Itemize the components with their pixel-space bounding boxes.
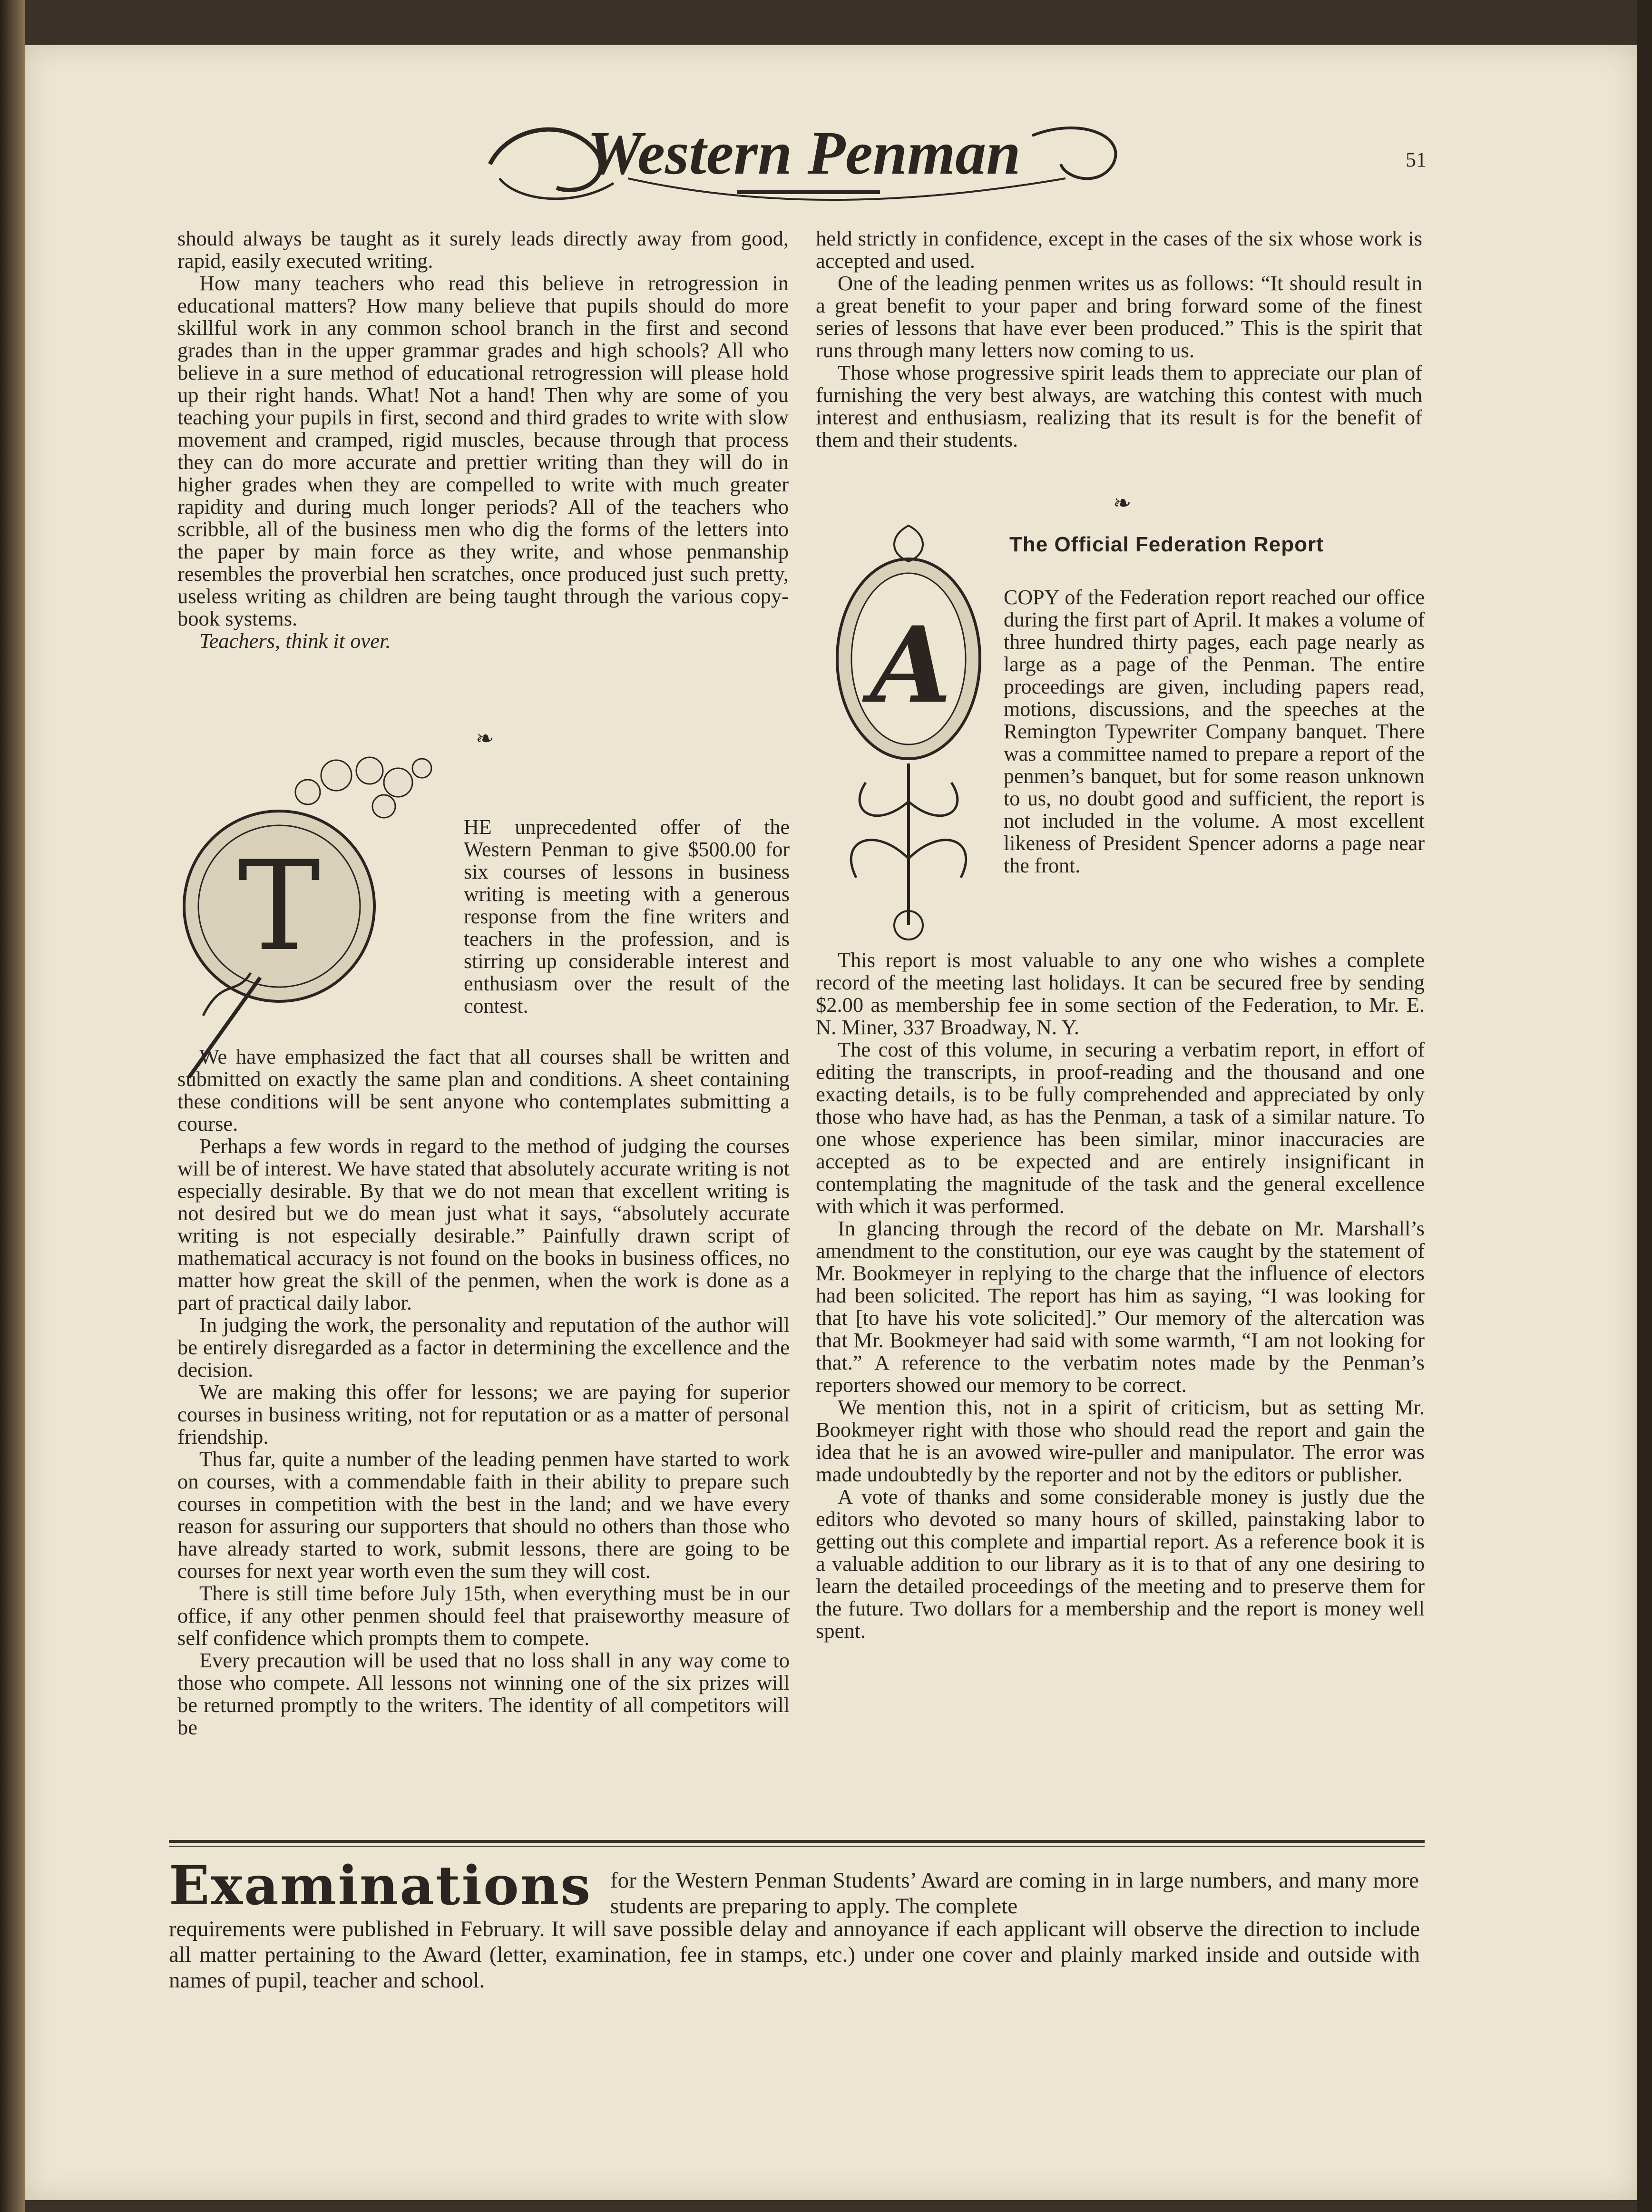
paragraph: Thus far, quite a number of the leading penmen have started to work on courses, with a commendable faith in their ability to prepare such courses in competition with the best in the land; and we have every reason for assuring our supporters that should no others than those who have already started to work, submit lessons, there are going to be courses for next year worth even the sum they will cost. bbox=[177, 1447, 790, 1583]
paragraph: How many teachers who read this believe in retrogression in educational matters? How many believe that pupils should do more skillful work in any common school branch in the first and second grades than in the upper grammar grades and high schools? All who believe in a sure method of educational retrogression will please hold up their right hands. What! Not a hand! Then why are some of you teaching your pupils in first, second and third grades to write with slow movement and cramped, rigid muscles, because through that process they can do more accurate and prettier writing than they will do in higher grades when they are compelled to write with much greater rapidity and during much longer periods? All of the teachers who scribble, all of the business men who dig the forms of the letters into the paper by main force as they write, and whose penmanship resembles the proverbial hen scratches, once produced just such pretty, useless writing as children are being taught through the various copy-book systems. bbox=[177, 271, 789, 630]
divider-rule bbox=[169, 1846, 1425, 1847]
paragraph: In glancing through the record of the debate on Mr. Marshall’s amendment to the constitution, our eye was caught by the statement of Mr. Bookmeyer in replying to the charge that the influence of electors had been solicited. The report has him as saying, “I was looking for that [to have his vote solicited].” Our memory of the altercation was that Mr. Bookmeyer had said with some warmth, “I am not looking for that.” A reference to the verbatim notes made by the Penman’s reporters showed our memory to be correct. bbox=[816, 1216, 1425, 1397]
paragraph: In judging the work, the personality and reputation of the author will be entirely disregarded as a factor in determining the excellence and the decision. bbox=[177, 1313, 790, 1381]
examinations-body: requirements were published in February. It will save possible delay and annoyance if each applicant will observe the direction to include all matter pertaining to the Award (letter, examination, fee in stamps, etc.) under one cover and plainly marked inside and outside with names of pupil, teacher and school. bbox=[169, 1917, 1420, 1993]
paragraph: Every precaution will be used that no loss shall in any way come to those who compete. All lessons not winning one of the six prizes will be returned promptly to the writers. The identity of all competitors will be bbox=[177, 1648, 790, 1739]
decorated-initial-t bbox=[179, 749, 458, 1092]
federation-opening-paragraph: COPY of the Federation report reached our office during the first part of April. It makes a volume of three hundred thirty pages, each page nearly as large as a page of the Penman. The entire proceedings are given, including papers read, motions, discussions, and the speeches at the Remington Typewriter Company banquet. There was a committee named to prepare a report of the penmen’s banquet, but for some reason unknown to us, no doubt good and sufficient, the report is not included in the volume. A most excellent likeness of President Spencer adorns a page near the front. bbox=[1004, 586, 1425, 877]
fleuron-ornament: ❧ bbox=[476, 726, 494, 751]
paragraph: Perhaps a few words in regard to the method of judging the courses will be of interest. We have stated that absolutely accurate writing is not especially desirable. By that we do not mean that excellent writing is not desired but we do mean just what it says, “absolutely accurate writing is not especially desirable.” Painfully drawn script of mathematical accuracy is not found on the books in business offices, no matter how great the skill of the penmen, when the work is done as a part of practical daily labor. bbox=[177, 1134, 790, 1314]
paragraph: held strictly in confidence, except in the cases of the six whose work is accepted and used. bbox=[816, 226, 1422, 273]
paragraph: One of the leading penmen writes us as follows: “It should result in a great benefit to your paper and bring forward some of the finest series of lessons that have ever been produced.” This is the spirit that runs through many letters now coming to us. bbox=[816, 271, 1422, 362]
paragraph: The cost of this volume, in securing a verbatim report, in effort of editing the transcripts, in proof-reading and the thousand and one exacting details, is to be fully comprehended and appreciated by only those who have had, as has the Penman, a task of a similar nature. To one whose experience has been similar, minor inaccuracies are accepted as to be expected and are entirely insignificant in contemplating the magnitude of the task and the general excellence with which it was performed. bbox=[816, 1037, 1425, 1218]
t-initial-paragraph: HE unprecedented offer of the Western Penman to give $500.00 for six courses of lessons in business writing is meeting with a generous response from the fine writers and teachers in the profession, and is stirring up considerable interest and enthusiasm over the result of the contest. bbox=[464, 815, 790, 1018]
left-column-bottom bbox=[177, 1046, 790, 1739]
examinations-heading: Examinations bbox=[169, 1855, 592, 1917]
paragraph: There is still time before July 15th, when everything must be in our office, if any other penmen should feel that praiseworthy measure of self confidence which prompts them to compete. bbox=[177, 1581, 790, 1650]
federation-heading: The Official Federation Report bbox=[1009, 533, 1324, 556]
initial-letter-a: A bbox=[870, 603, 952, 726]
masthead-logo bbox=[471, 107, 1137, 212]
paragraph: should always be taught as it surely leads directly away from good, rapid, easily executed writing. bbox=[177, 226, 789, 273]
examinations-lead: for the Western Penman Students’ Award are coming in in large numbers, and many more students are preparing to apply. The complete bbox=[610, 1868, 1419, 1918]
page-edge bbox=[1637, 0, 1652, 2212]
book-spine bbox=[0, 0, 25, 2212]
right-column-top bbox=[816, 227, 1422, 451]
divider-rule bbox=[169, 1840, 1425, 1843]
decorated-initial-a bbox=[818, 516, 997, 947]
paragraph: This report is most valuable to any one who wishes a complete record of the meeting last holidays. It can be secured free by sending $2.00 as membership fee in some section of the Federation, to Mr. E. N. Miner, 337 Broadway, N. Y. bbox=[816, 948, 1425, 1039]
initial-letter-t: T bbox=[238, 835, 321, 979]
signoff: Teachers, think it over. bbox=[199, 629, 391, 653]
paragraph: A vote of thanks and some considerable money is justly due the editors who devoted so many hours of skilled, painstaking labor to getting out this complete and impartial report. As a reference book it is a valuable addition to our library as it is to that of any one desiring to learn the detailed proceedings of the meeting and to preserve them for the future. Two dollars for a membership and the report is money well spent. bbox=[816, 1485, 1425, 1643]
fleuron-ornament: ❧ bbox=[1113, 491, 1132, 515]
masthead-title: Western Penman bbox=[587, 119, 1021, 187]
left-column-top bbox=[177, 227, 789, 652]
page-number: 51 bbox=[1406, 148, 1427, 171]
paragraph: Those whose progressive spirit leads them to appreciate our plan of furnishing the very best always, are watching this contest with much interest and enthusiasm, realizing that its result is for the benefit of them and their students. bbox=[816, 361, 1422, 451]
paragraph: We have emphasized the fact that all courses shall be written and submitted on exactly the same plan and conditions. A sheet containing these conditions will be sent anyone who contemplates submitting a course. bbox=[177, 1045, 790, 1135]
right-column-bottom bbox=[816, 949, 1425, 1642]
paragraph: We mention this, not in a spirit of criticism, but as setting Mr. Bookmeyer right with those who should read the report and gain the idea that he is an avowed wire-puller and manipulator. The error was made undoubtedly by the reporter and not by the editors or publisher. bbox=[816, 1395, 1425, 1486]
paragraph: We are making this offer for lessons; we are paying for superior courses in business writing, not for reputation or as a matter of personal friendship. bbox=[177, 1380, 790, 1449]
